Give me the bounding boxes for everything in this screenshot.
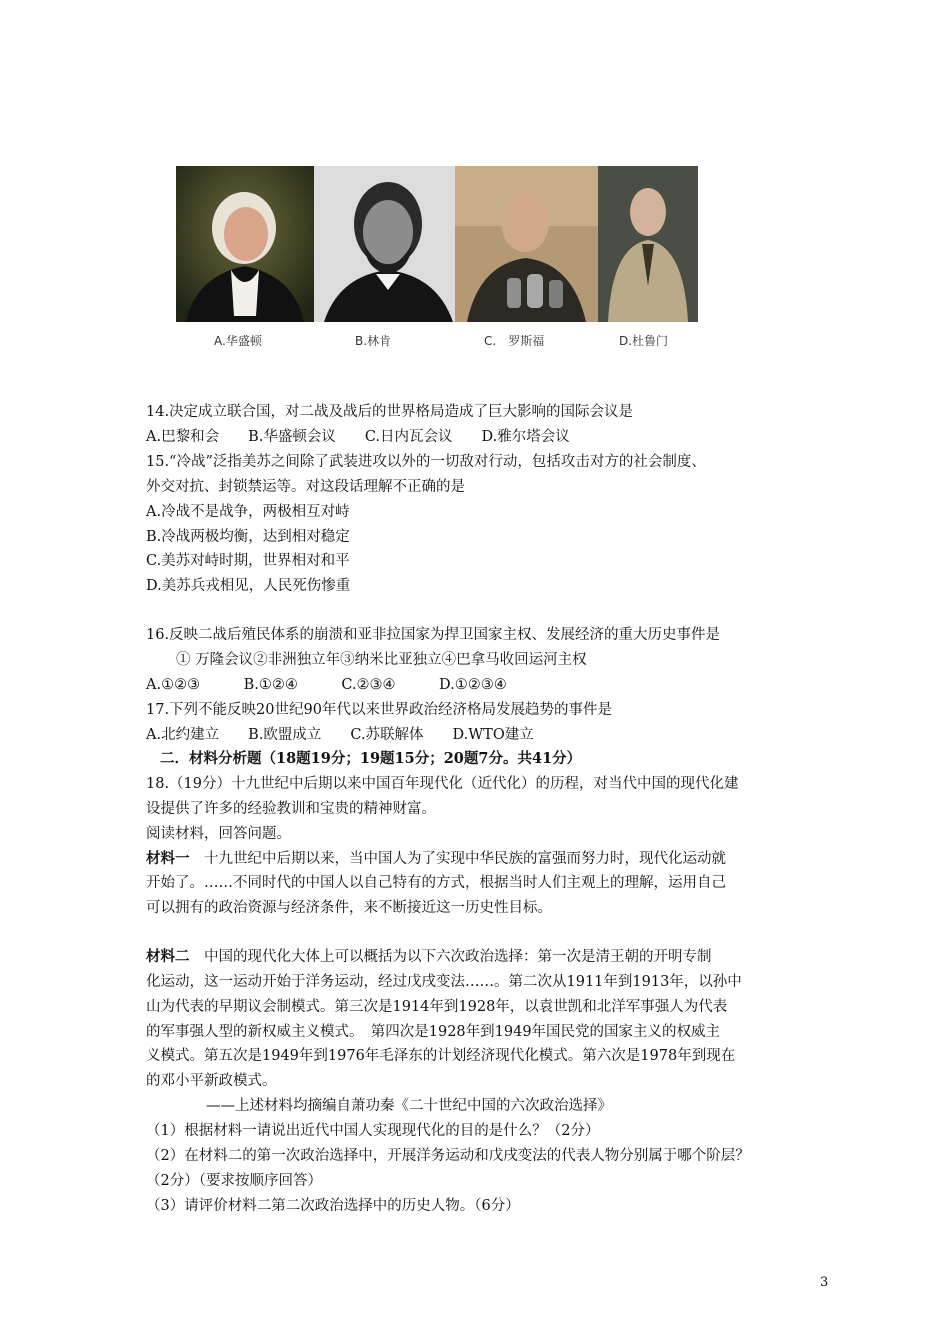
q18-part-2a: （2）在材料二的第一次政治选择中，开展洋务运动和戊戌变法的代表人物分别属于哪个阶层？ xyxy=(146,1148,750,1164)
portrait-washington xyxy=(176,166,314,322)
material-1-line-1: 材料一 十九世纪中后期以来，当中国人为了实现中华民族的富强而努力时，现代化运动就 xyxy=(146,850,726,867)
material-2-line-3: 山为代表的早期议会制模式。第三次是1914年到1928年，以袁世凯和北洋军事强人为代表 xyxy=(146,999,728,1015)
q15-stem-1: 15.“冷战”泛指美苏之间除了武装进攻以外的一切敌对行动，包括攻击对方的社会制度、 xyxy=(146,454,706,470)
q16-stem: 16.反映二战后殖民体系的崩溃和亚非拉国家为捍卫国家主权、发展经济的重大历史事件是 xyxy=(146,627,721,643)
q18-part-3: （3）请评价材料二第二次政治选择中的历史人物。（6分） xyxy=(146,1198,520,1214)
q18-part-1: （1）根据材料一请说出近代中国人实现现代化的目的是什么？（2分） xyxy=(146,1123,600,1139)
portrait-truman xyxy=(598,166,698,322)
portrait-caption-c: C. 罗斯福 xyxy=(484,334,545,348)
portrait-roosevelt xyxy=(455,166,598,322)
q16-options: A.①②③ B.①②④ C.②③④ D.①②③④ xyxy=(146,677,507,693)
material-2-line-2: 化运动，这一运动开始于洋务运动，经过戊戌变法……。第二次从1911年到1913年，以孙中 xyxy=(146,974,742,990)
q18-intro-2: 设提供了许多的经验教训和宝贵的精神财富。 xyxy=(146,801,436,817)
q14-stem: 14.决定成立联合国，对二战及战后的世界格局造成了巨大影响的国际会议是 xyxy=(146,404,634,420)
material-2-line-5: 义模式。第五次是1949年到1976年毛泽东的计划经济现代化模式。第六次是1978年到现在 xyxy=(146,1048,736,1064)
material-1-label: 材料一 xyxy=(146,850,190,867)
q15-option-b: B.冷战两极均衡，达到相对稳定 xyxy=(146,529,350,545)
material-2-line-1: 材料二 中国的现代化大体上可以概括为以下六次政治选择：第一次是清王朝的开明专制 xyxy=(146,948,712,965)
material-2-line-6: 的邓小平新政模式。 xyxy=(146,1073,277,1089)
material-1-line-3: 可以拥有的政治资源与经济条件，来不断接近这一历史性目标。 xyxy=(146,900,552,916)
q17-stem: 17.下列不能反映20世纪90年代以来世界政治经济格局发展趋势的事件是 xyxy=(146,702,612,718)
portrait-caption-b: B.林肯 xyxy=(355,334,392,348)
portrait-caption-d: D.杜鲁门 xyxy=(619,334,669,348)
q17-options: A.北约建立 B.欧盟成立 C.苏联解体 D.WTO建立 xyxy=(146,727,534,743)
q18-read: 阅读材料，回答问题。 xyxy=(146,826,291,842)
portrait-caption-a: A.华盛顿 xyxy=(214,334,262,348)
q15-stem-2: 外交对抗、封锁禁运等。对这段话理解不正确的是 xyxy=(146,479,465,495)
portrait-lincoln xyxy=(314,166,463,322)
q18-intro-1: 18.（19分）十九世纪中后期以来中国百年现代化（近代化）的历程，对当代中国的现代化建 xyxy=(146,776,739,792)
material-1-line-2: 开始了。……不同时代的中国人以自己特有的方式，根据当时人们主观上的理解，运用自己 xyxy=(146,875,726,891)
q15-option-c: C.美苏对峙时期，世界相对和平 xyxy=(146,553,350,569)
page-number: 3 xyxy=(820,1275,829,1290)
q15-option-a: A.冷战不是战争，两极相互对峙 xyxy=(146,504,350,520)
q14-options: A.巴黎和会 B.华盛顿会议 C.日内瓦会议 D.雅尔塔会议 xyxy=(146,429,570,445)
material-source: ——上述材料均摘编自萧功秦《二十世纪中国的六次政治选择》 xyxy=(206,1098,612,1114)
q18-part-2b: （2分）（要求按顺序回答） xyxy=(146,1173,322,1189)
q15-option-d: D.美苏兵戎相见，人民死伤惨重 xyxy=(146,578,351,594)
material-2-label: 材料二 xyxy=(146,948,190,965)
portrait-strip xyxy=(176,166,698,322)
material-2-line-4: 的军事强人型的新权威主义模式。 第四次是1928年到1949年国民党的国家主义的权威主 xyxy=(146,1024,721,1040)
section-2-heading: 二．材料分析题（18题19分；19题15分；20题7分。共41分） xyxy=(160,750,582,767)
q16-items: ① 万隆会议②非洲独立年③纳米比亚独立④巴拿马收回运河主权 xyxy=(176,652,587,668)
